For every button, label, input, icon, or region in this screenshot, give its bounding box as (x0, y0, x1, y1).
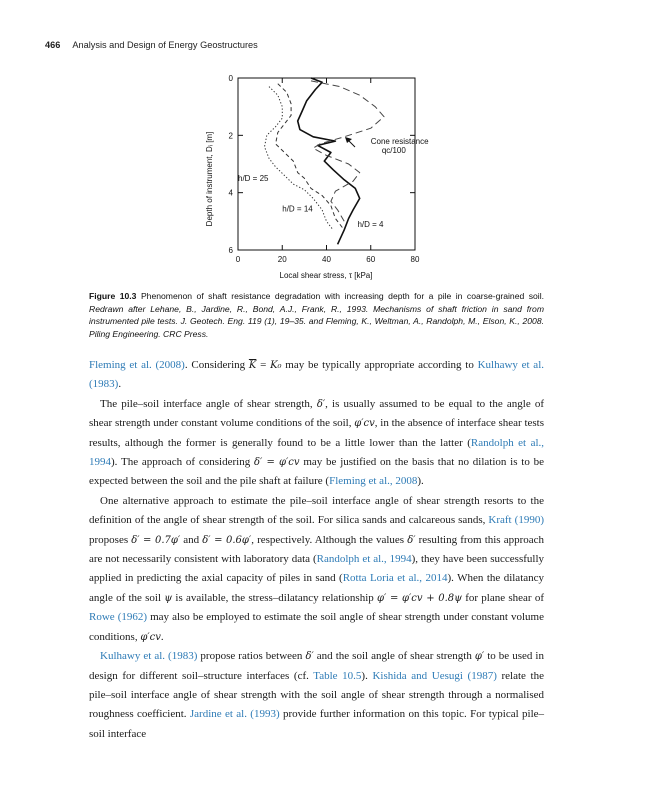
paragraph-3 (89, 492, 544, 647)
ref-kishida-1987[interactable]: Kishida and Uesugi (1987) (372, 669, 497, 682)
text-span: , is usually assumed to be equal to the angle of shear strength under constant volume conditions of the soil, (89, 397, 545, 430)
text-span: ), they have been successfully applied in predicting the axial capacity of piles in sand ( (89, 553, 544, 585)
shear-stress-depth-chart (195, 68, 435, 288)
math-k0: K₀ (270, 360, 282, 371)
running-header (45, 40, 258, 50)
series-line-solid (298, 78, 360, 244)
math-equation: δ′ = 0.6φ′ (202, 534, 252, 546)
chart-annotations (238, 137, 429, 229)
text-span: ). The approach of considering (111, 456, 254, 469)
body-text (89, 356, 544, 744)
text-span: relate the pile–soil interface angle of shear strength with the soil angle of shear strength through a normalised roughness coefficient. (89, 669, 544, 721)
page-number: 466 (45, 40, 61, 50)
math-psi: ψ (164, 592, 173, 604)
text-span: , respectively. Although the values (251, 533, 408, 546)
chart-annotation: h/D = 4 (357, 220, 384, 230)
chart-ticks (229, 74, 420, 264)
y-tick-label: 2 (228, 131, 233, 141)
x-axis-label: Local shear stress, τ [kPa] (279, 271, 373, 280)
math-equation: δ′ = 0.7φ′ (131, 534, 181, 546)
ref-kulhawy-1983[interactable]: Kulhawy et al. (1983) (100, 650, 198, 663)
ref-fleming-2008[interactable]: Fleming et al., 2008 (329, 475, 418, 488)
math-delta: δ′ (407, 534, 416, 546)
chart-annotation: Cone resistance (370, 136, 429, 146)
ref-rotta-loria-2014[interactable]: Rotta Loria et al., 2014 (342, 572, 448, 585)
math-equation: φ′ = φ′cv + 0.8ψ (377, 592, 462, 604)
ref-kulhawy-1983[interactable]: Kulhawy et al. (1983) (89, 359, 544, 391)
caption-text: Phenomenon of shaft resistance degradation with increasing depth for a pile in coarse-grained soil. (136, 291, 545, 301)
ref-jardine-1993[interactable]: Jardine et al. (1993) (189, 708, 280, 721)
text-span: may also be employed to estimate the soil angle of shear strength under constant volume conditions, (89, 611, 544, 643)
y-tick-label: 0 (228, 74, 233, 83)
x-tick-label: 0 (235, 255, 241, 264)
text-span: , in the absence of interface shear tests results, although the former is generally found to be a little lower than the latter ( (89, 417, 545, 449)
cone-resistance-arrowhead (345, 137, 352, 143)
y-tick-label: 6 (228, 246, 233, 255)
text-span: = (256, 359, 271, 371)
math-delta: δ′ (316, 398, 326, 410)
text-span: . (160, 630, 164, 643)
figure-label: Figure 10.3 (89, 291, 137, 301)
chart-annotation: qᴄ/100 (381, 146, 406, 156)
chart-annotation: h/D = 14 (282, 204, 313, 214)
x-tick-label: 80 (410, 255, 420, 264)
text-span: The pile–soil interface angle of shear strength, (100, 397, 317, 410)
x-tick-label: 60 (366, 255, 376, 264)
figure-caption (89, 290, 544, 340)
caption-citation: Redrawn after Lehane, B., Jardine, R., Bond, A.J., Frank, R., 1993. Mechanisms of shaft friction in sand from instrumented pile tests. J. Geotech. Eng. 119 (1), 19–35. and Fleming, K., Weltman, A., Randolph, M., Elson, K., 2008. Piling Engineering. CRC Press. (89, 303, 544, 339)
chart-annotation: h/D = 25 (238, 174, 269, 184)
x-tick-label: 20 (277, 255, 287, 264)
y-axis-label: Depth of instrument, Dᵢ [m] (205, 131, 214, 227)
y-tick-label: 4 (228, 188, 233, 198)
paragraph-4 (89, 647, 544, 744)
text-span: to be used in design for different soil–structure interfaces (cf. (89, 650, 544, 682)
text-span: for plane shear of (462, 591, 544, 604)
ref-randolph-1994[interactable]: Randolph et al., 1994 (316, 553, 412, 566)
series-line-long-dash (311, 81, 384, 221)
math-phi-cv: φ′cv (354, 418, 375, 430)
math-phi: φ′ (474, 651, 485, 663)
text-span: is available, the stress–dilatancy relationship (172, 591, 378, 604)
ref-randolph-1994[interactable]: Randolph et al., 1994 (89, 436, 545, 469)
text-span: may be justified on the basis that no dilation is to be expected between the soil and the pile shaft at failure ( (89, 456, 544, 488)
text-span: . Considering (184, 359, 249, 371)
text-span: ). (361, 669, 373, 682)
text-span: ). (417, 475, 424, 488)
ref-rowe-1962[interactable]: Rowe (1962) (89, 611, 148, 624)
ref-table-10-5[interactable]: Table 10.5 (313, 669, 362, 682)
book-title: Analysis and Design of Energy Geostructures (72, 40, 258, 50)
x-tick-label: 40 (322, 255, 331, 264)
math-k-bar: $\overline{K}$ (248, 360, 257, 371)
text-span: ). When the dilatancy angle of the soil (89, 572, 545, 604)
text-span: resulting from this approach are not necessarily consistent with laboratory data ( (89, 533, 545, 566)
ref-fleming-2008[interactable]: Fleming et al. (2008) (89, 359, 185, 371)
text-span: . (118, 378, 122, 391)
text-span: may be typically appropriate according to (281, 359, 478, 371)
paragraph-1 (89, 356, 544, 395)
text-span: and (180, 533, 203, 546)
text-span: and the soil angle of shear strength (313, 650, 475, 663)
text-span: provide further information on this topic. For typical pile–soil interface (89, 708, 545, 740)
paragraph-2 (89, 395, 544, 492)
math-delta: δ′ (305, 651, 314, 663)
ref-kraft-1990[interactable]: Kraft (1990) (488, 514, 544, 527)
math-phi-cv: φ′cv (140, 631, 161, 643)
text-span: proposes (89, 533, 132, 546)
math-equation: δ′ = φ′cv (253, 457, 300, 469)
text-span: One alternative approach to estimate the pile–soil interface angle of shear strength resorts to the definition of the angle of shear strength of the soil. For silica sands and calcareous sands, (89, 494, 544, 527)
text-span: propose ratios between (197, 650, 306, 663)
